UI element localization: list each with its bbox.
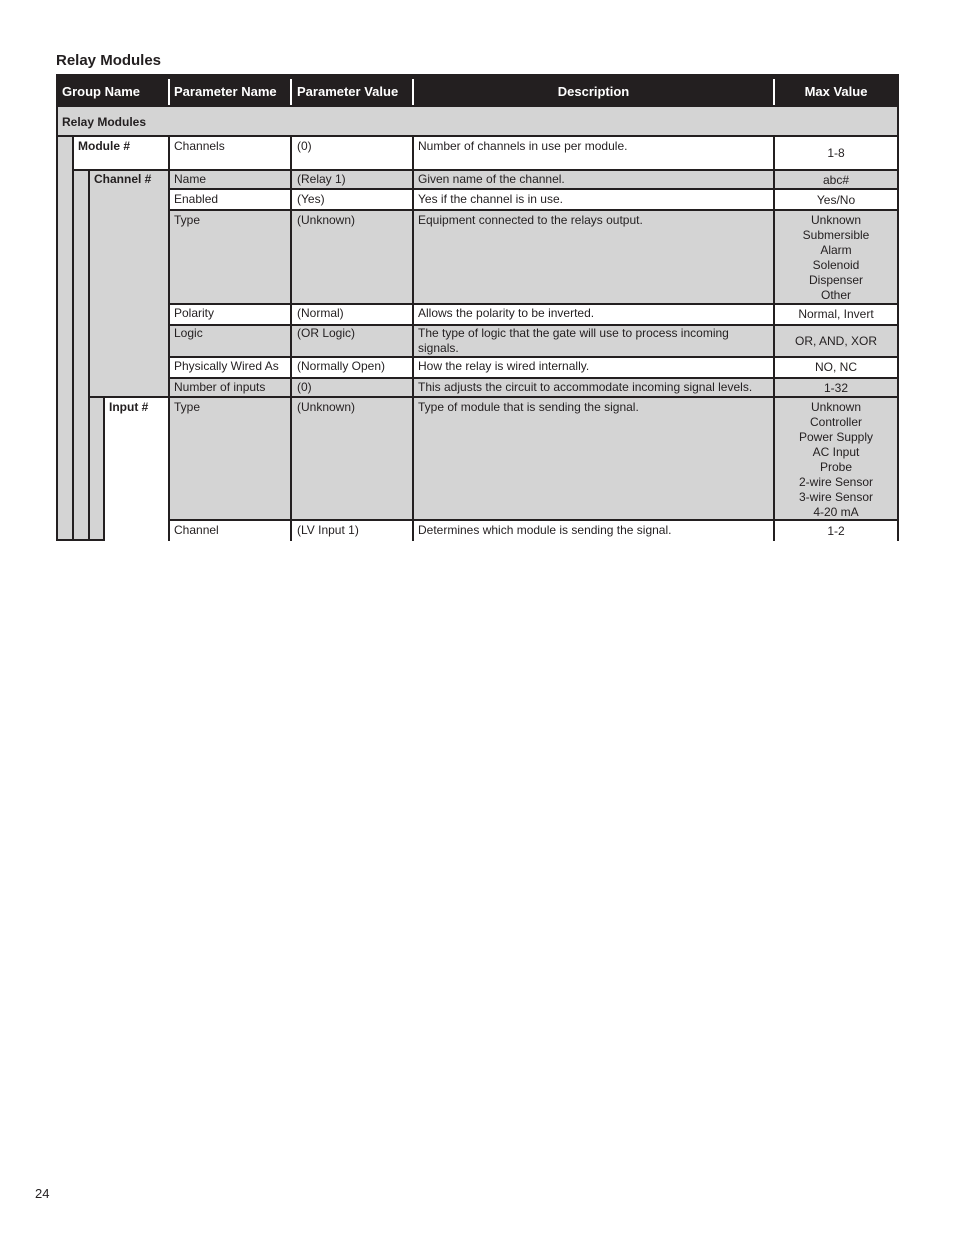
row-name-max: abc# [822,173,850,187]
table-header [58,76,897,107]
row-channel-type-param: Type [174,213,201,227]
row-input-channel-max: 1-2 [827,524,845,538]
row-name-param: Name [174,172,207,186]
header-parameter-value: Parameter Value [297,84,399,99]
row-channels-max: 1-8 [827,146,845,160]
row-channel-type-value: (Unknown) [297,213,356,227]
row-input-type-description: Type of module that is sending the signal. [418,400,639,414]
row-wired-value: (Normally Open) [297,359,386,373]
row-enabled-param: Enabled [174,192,219,206]
row-polarity-value: (Normal) [297,306,344,320]
row-channels-param: Channels [174,139,225,153]
row-input-channel-param: Channel [174,523,219,537]
row-wired-param: Physically Wired As [174,359,279,373]
row-enabled-description: Yes if the channel is in use. [418,192,563,206]
group-channel: Channel # [94,172,152,186]
row-channels-value: (0) [297,139,312,153]
section-title: Relay Modules [56,52,162,69]
header-max-value: Max Value [804,84,868,99]
row-inputs-max: 1-32 [823,381,849,395]
row-wired-description: How the relay is wired internally. [418,359,590,373]
row-logic-max: OR, AND, XOR [794,334,877,348]
header-description: Description [557,84,630,99]
row-polarity-param: Polarity [174,306,215,320]
group-module: Module # [78,139,131,153]
row-input-type-param: Type [174,400,201,414]
row-logic-param: Logic [174,326,203,340]
row-name-value: (Relay 1) [297,172,346,186]
row-wired-max: NO, NC [815,360,857,374]
row-channel-type-description: Equipment connected to the relays output. [418,213,643,227]
row-input-type-value: (Unknown) [297,400,356,414]
row-inputs-param: Number of inputs [174,380,266,394]
row-enabled-value: (Yes) [297,192,325,206]
row-channel-type-max: Unknown Submersible Alarm Solenoid Dispenser Other [802,213,870,302]
group-relay-modules: Relay Modules [62,115,147,129]
row-polarity-max: Normal, Invert [798,307,874,321]
row-input-channel-value: (LV Input 1) [297,523,359,537]
row-inputs-description: This adjusts the circuit to accommodate incoming signal levels. [418,380,753,394]
page-number: 24 [35,1186,50,1201]
row-logic-value: (OR Logic) [297,326,356,340]
row-logic-description: The type of logic that the gate will use to process incoming signals. [418,326,729,355]
group-input: Input # [109,400,149,414]
header-group-name: Group Name [62,84,141,99]
row-channels-description: Number of channels in use per module. [418,139,628,153]
relay-modules-table [56,74,899,541]
row-name-description: Given name of the channel. [418,172,565,186]
row-input-channel-description: Determines which module is sending the signal. [418,523,672,537]
header-parameter-name: Parameter Name [174,84,277,99]
row-enabled-max: Yes/No [816,193,856,207]
row-inputs-value: (0) [297,380,312,394]
row-polarity-description: Allows the polarity to be inverted. [418,306,595,320]
row-input-type-max: Unknown Controller Power Supply AC Input Probe 2-wire Sensor 3-wire Sensor 4-20 mA [798,400,874,519]
